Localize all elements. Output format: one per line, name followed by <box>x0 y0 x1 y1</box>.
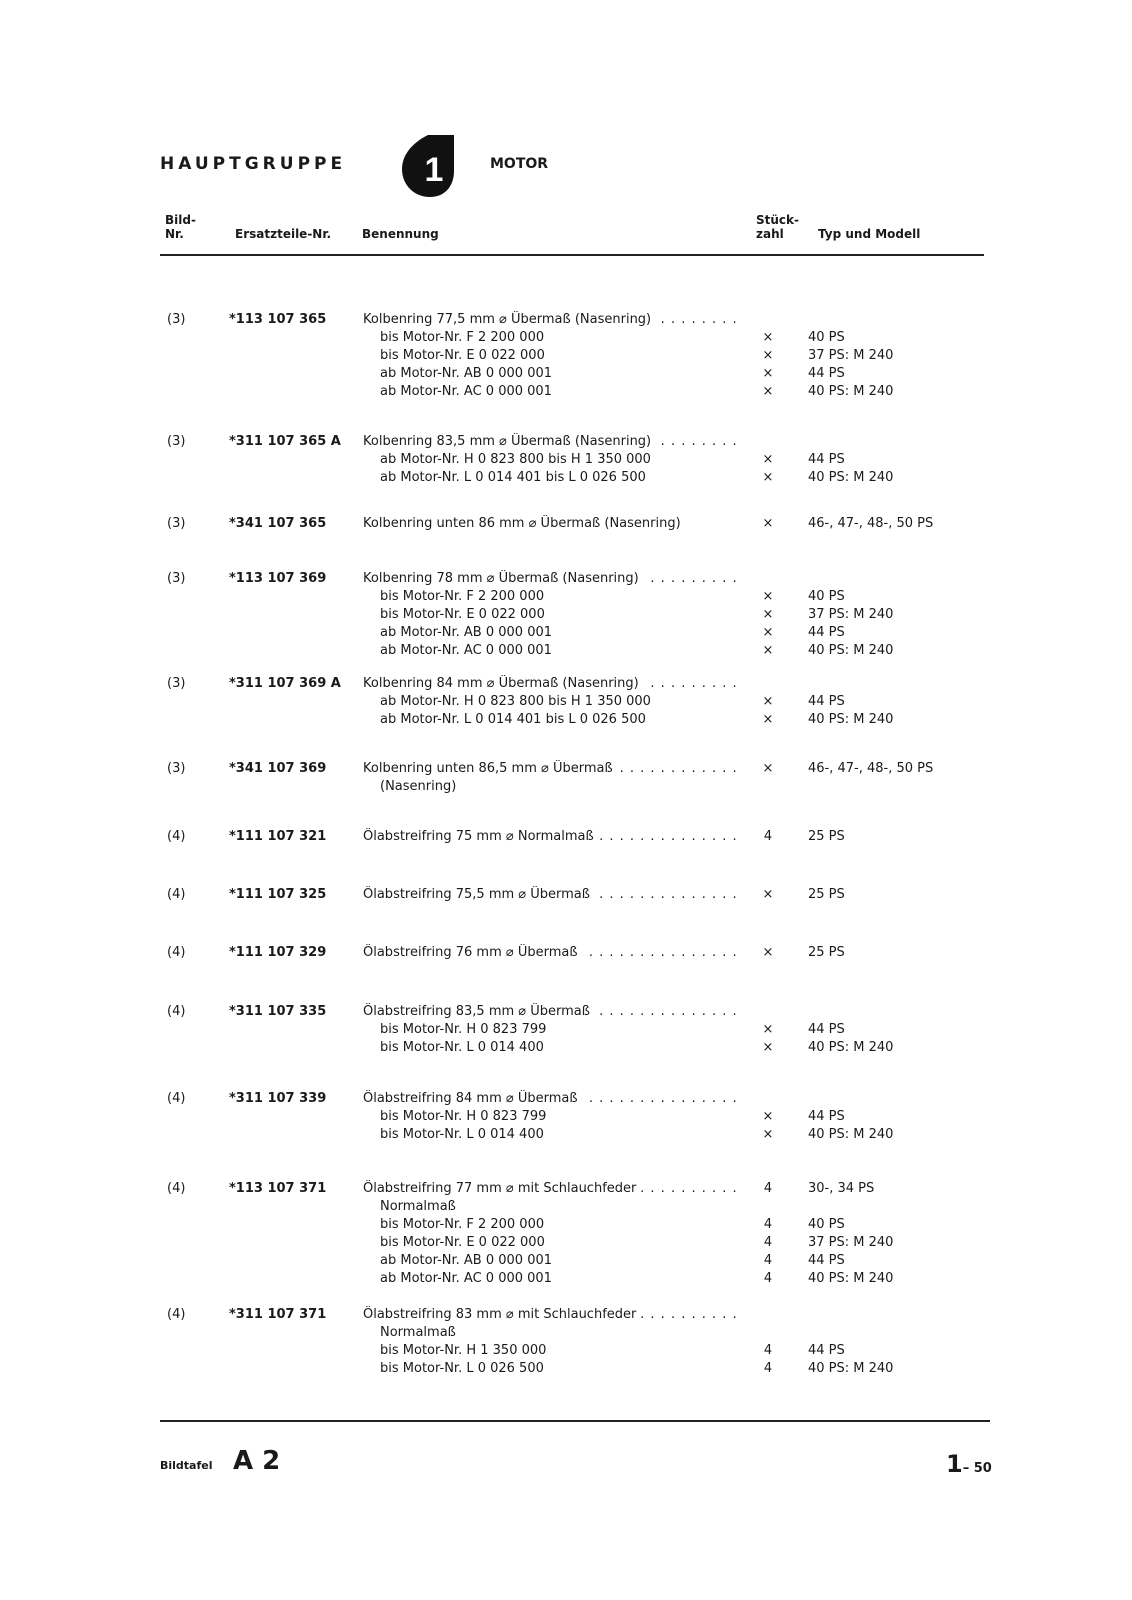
bild-nr: (4) <box>167 1307 186 1322</box>
benennung-text <box>380 451 754 469</box>
benennung-label: bis Motor-Nr. H 0 823 799 <box>380 1022 550 1037</box>
ersatzteil-nr: *111 107 325 <box>229 887 327 902</box>
benennung-text <box>380 1108 754 1126</box>
benennung-label: ab Motor-Nr. H 0 823 800 bis H 1 350 000 <box>380 452 655 467</box>
bild-nr: (3) <box>167 676 186 691</box>
stueckzahl: 4 <box>763 1235 773 1250</box>
row-sub-line <box>0 383 1132 401</box>
row-sub-line <box>0 1039 1132 1057</box>
benennung-label: bis Motor-Nr. F 2 200 000 <box>380 330 548 345</box>
benennung-label: ab Motor-Nr. L 0 014 401 bis L 0 026 500 <box>380 470 650 485</box>
stueckzahl: × <box>762 1109 774 1124</box>
benennung-label: bis Motor-Nr. L 0 014 400 <box>380 1127 548 1142</box>
bildtafel-label: Bildtafel <box>160 1459 213 1472</box>
bild-nr: (4) <box>167 829 186 844</box>
stueckzahl: × <box>762 643 774 658</box>
row-sub-line <box>0 1021 1132 1039</box>
benennung-text <box>380 1234 754 1252</box>
ersatzteil-nr: *311 107 339 <box>229 1091 327 1106</box>
row-sub-line <box>0 606 1132 624</box>
benennung-label: Ölabstreifring 75,5 mm ⌀ Übermaß <box>363 887 594 902</box>
benennung-text <box>380 1252 754 1270</box>
benennung-label: ab Motor-Nr. AB 0 000 001 <box>380 366 556 381</box>
benennung-label: Kolbenring unten 86,5 mm ⌀ Übermaß <box>363 761 617 776</box>
benennung-label: bis Motor-Nr. H 0 823 799 <box>380 1109 550 1124</box>
ersatzteil-nr: *311 107 335 <box>229 1004 327 1019</box>
stueckzahl: 4 <box>763 1361 773 1376</box>
benennung-text <box>363 570 737 588</box>
typ-modell: 25 PS <box>808 945 845 960</box>
typ-modell: 40 PS: M 240 <box>808 712 894 727</box>
stueckzahl: × <box>762 1022 774 1037</box>
benennung-label: bis Motor-Nr. H 1 350 000 <box>380 1343 550 1358</box>
stueckzahl: × <box>762 625 774 640</box>
row-sub-line <box>0 347 1132 365</box>
ersatzteil-nr: *311 107 369 A <box>229 676 341 691</box>
row-sub-line <box>0 1126 1132 1144</box>
row-sub-line <box>0 469 1132 487</box>
typ-modell: 44 PS <box>808 1022 845 1037</box>
stueckzahl: × <box>762 470 774 485</box>
ersatzteil-nr: *111 107 321 <box>229 829 327 844</box>
row-sub-line <box>0 365 1132 383</box>
benennung-label: Normalmaß <box>380 1199 460 1214</box>
benennung-text <box>380 711 754 729</box>
row-sub-line <box>0 329 1132 347</box>
benennung-text <box>363 515 737 533</box>
row-sub-line <box>0 778 1132 796</box>
benennung-label: Ölabstreifring 84 mm ⌀ Übermaß <box>363 1091 582 1106</box>
stueckzahl: 4 <box>763 1253 773 1268</box>
benennung-text <box>363 1090 737 1108</box>
typ-modell: 25 PS <box>808 829 845 844</box>
typ-modell: 40 PS: M 240 <box>808 1361 894 1376</box>
row-main-line <box>0 886 1132 904</box>
typ-modell: 40 PS <box>808 589 845 604</box>
benennung-label: bis Motor-Nr. F 2 200 000 <box>380 1217 548 1232</box>
page-number-main: 1 <box>946 1450 963 1478</box>
typ-modell: 40 PS: M 240 <box>808 1127 894 1142</box>
ersatzteil-nr: *311 107 371 <box>229 1307 327 1322</box>
page-number <box>946 1450 992 1478</box>
col-header-stueck-line1: Stück- <box>756 213 799 227</box>
col-header-bild-line1: Bild- <box>165 213 196 227</box>
benennung-label: Ölabstreifring 83,5 mm ⌀ Übermaß <box>363 1004 594 1019</box>
benennung-label: Kolbenring 83,5 mm ⌀ Übermaß (Nasenring) <box>363 434 655 449</box>
page-number-sub: – 50 <box>962 1461 992 1476</box>
typ-modell: 40 PS: M 240 <box>808 470 894 485</box>
stueckzahl: × <box>762 348 774 363</box>
benennung-text <box>380 1126 754 1144</box>
bild-nr: (4) <box>167 945 186 960</box>
benennung-label: bis Motor-Nr. F 2 200 000 <box>380 589 548 604</box>
stueckzahl: × <box>762 516 774 531</box>
row-sub-line <box>0 711 1132 729</box>
benennung-text <box>380 1324 754 1342</box>
col-header-benennung: Benennung <box>362 227 439 241</box>
typ-modell: 37 PS: M 240 <box>808 348 894 363</box>
footer-rule <box>160 1420 990 1422</box>
bild-nr: (3) <box>167 516 186 531</box>
stueckzahl: × <box>762 384 774 399</box>
benennung-text <box>380 469 754 487</box>
benennung-label: (Nasenring) <box>380 779 460 794</box>
typ-modell: 30-, 34 PS <box>808 1181 875 1196</box>
stueckzahl: 4 <box>763 1271 773 1286</box>
benennung-text <box>380 1039 754 1057</box>
benennung-label: ab Motor-Nr. AC 0 000 001 <box>380 384 556 399</box>
benennung-label: Kolbenring 78 mm ⌀ Übermaß (Nasenring) <box>363 571 643 586</box>
col-header-ersatzteil: Ersatzteile-Nr. <box>235 227 332 241</box>
benennung-label: Normalmaß <box>380 1325 460 1340</box>
row-sub-line <box>0 1342 1132 1360</box>
ersatzteil-nr: *311 107 365 A <box>229 434 341 449</box>
ersatzteil-nr: *341 107 369 <box>229 761 327 776</box>
typ-modell: 44 PS <box>808 1109 845 1124</box>
typ-modell: 40 PS: M 240 <box>808 384 894 399</box>
benennung-label: Kolbenring unten 86 mm ⌀ Übermaß (Nasenring) <box>363 516 685 531</box>
benennung-text <box>380 347 754 365</box>
bild-nr: (4) <box>167 1004 186 1019</box>
row-sub-line <box>0 451 1132 469</box>
stueckzahl: × <box>762 452 774 467</box>
row-sub-line <box>0 624 1132 642</box>
stueckzahl: × <box>762 607 774 622</box>
col-header-bild-line2: Nr. <box>165 227 184 241</box>
benennung-text <box>363 828 737 846</box>
typ-modell: 40 PS <box>808 330 845 345</box>
benennung-text <box>363 760 737 778</box>
benennung-text <box>380 1342 754 1360</box>
ersatzteil-nr: *113 107 365 <box>229 312 327 327</box>
row-main-line <box>0 570 1132 588</box>
row-main-line <box>0 828 1132 846</box>
benennung-text <box>363 886 737 904</box>
benennung-label: ab Motor-Nr. AB 0 000 001 <box>380 1253 556 1268</box>
benennung-label: bis Motor-Nr. E 0 022 000 <box>380 607 549 622</box>
stueckzahl: × <box>762 694 774 709</box>
benennung-text <box>380 624 754 642</box>
row-sub-line <box>0 1270 1132 1288</box>
benennung-text <box>363 1306 737 1324</box>
row-sub-line <box>0 1252 1132 1270</box>
row-sub-line <box>0 588 1132 606</box>
benennung-text <box>380 1216 754 1234</box>
bild-nr: (3) <box>167 571 186 586</box>
row-main-line <box>0 515 1132 533</box>
benennung-text <box>380 1360 754 1378</box>
benennung-text <box>380 1270 754 1288</box>
row-main-line <box>0 1003 1132 1021</box>
ersatzteil-nr: *111 107 329 <box>229 945 327 960</box>
typ-modell: 46-, 47-, 48-, 50 PS <box>808 761 934 776</box>
typ-modell: 44 PS <box>808 366 845 381</box>
row-main-line <box>0 760 1132 778</box>
benennung-label: Ölabstreifring 83 mm ⌀ mit Schlauchfeder <box>363 1307 640 1322</box>
typ-modell: 40 PS: M 240 <box>808 643 894 658</box>
benennung-text <box>380 778 754 796</box>
stueckzahl: × <box>762 887 774 902</box>
stueckzahl: × <box>762 1040 774 1055</box>
bild-nr: (3) <box>167 434 186 449</box>
typ-modell: 40 PS <box>808 1217 845 1232</box>
row-sub-line <box>0 693 1132 711</box>
benennung-text <box>380 383 754 401</box>
stueckzahl: × <box>762 330 774 345</box>
benennung-text <box>363 1180 737 1198</box>
row-main-line <box>0 1090 1132 1108</box>
stueckzahl: 4 <box>763 1343 773 1358</box>
stueckzahl: × <box>762 945 774 960</box>
row-sub-line <box>0 642 1132 660</box>
ersatzteil-nr: *113 107 369 <box>229 571 327 586</box>
benennung-text <box>380 1198 754 1216</box>
stueckzahl: × <box>762 366 774 381</box>
hauptgruppe-heading: HAUPTGRUPPE <box>160 154 347 174</box>
bild-nr: (4) <box>167 887 186 902</box>
typ-modell: 44 PS <box>808 452 845 467</box>
benennung-text <box>363 944 737 962</box>
stueckzahl: 4 <box>763 829 773 844</box>
typ-modell: 40 PS: M 240 <box>808 1271 894 1286</box>
benennung-label: bis Motor-Nr. E 0 022 000 <box>380 1235 549 1250</box>
row-sub-line <box>0 1108 1132 1126</box>
stueckzahl: × <box>762 1127 774 1142</box>
bild-nr: (3) <box>167 312 186 327</box>
stueckzahl: × <box>762 712 774 727</box>
row-sub-line <box>0 1324 1132 1342</box>
bild-nr: (4) <box>167 1181 186 1196</box>
typ-modell: 44 PS <box>808 1343 845 1358</box>
stueckzahl: 4 <box>763 1217 773 1232</box>
benennung-label: ab Motor-Nr. L 0 014 401 bis L 0 026 500 <box>380 712 650 727</box>
benennung-text <box>363 1003 737 1021</box>
benennung-label: bis Motor-Nr. L 0 014 400 <box>380 1040 548 1055</box>
row-sub-line <box>0 1234 1132 1252</box>
benennung-text <box>380 365 754 383</box>
typ-modell: 40 PS: M 240 <box>808 1040 894 1055</box>
benennung-label: ab Motor-Nr. AC 0 000 001 <box>380 1271 556 1286</box>
typ-modell: 44 PS <box>808 1253 845 1268</box>
benennung-text <box>380 1021 754 1039</box>
benennung-label: bis Motor-Nr. E 0 022 000 <box>380 348 549 363</box>
section-title: MOTOR <box>490 156 549 172</box>
typ-modell: 44 PS <box>808 625 845 640</box>
stueckzahl: × <box>762 589 774 604</box>
row-main-line <box>0 311 1132 329</box>
row-main-line <box>0 1180 1132 1198</box>
col-header-stueck-line2: zahl <box>756 227 784 241</box>
benennung-label: Ölabstreifring 75 mm ⌀ Normalmaß <box>363 829 598 844</box>
bild-nr: (4) <box>167 1091 186 1106</box>
benennung-label: ab Motor-Nr. H 0 823 800 bis H 1 350 000 <box>380 694 655 709</box>
benennung-label: ab Motor-Nr. AC 0 000 001 <box>380 643 556 658</box>
typ-modell: 44 PS <box>808 694 845 709</box>
bild-nr: (3) <box>167 761 186 776</box>
benennung-text <box>380 642 754 660</box>
typ-modell: 37 PS: M 240 <box>808 607 894 622</box>
typ-modell: 46-, 47-, 48-, 50 PS <box>808 516 934 531</box>
bildtafel-code: A 2 <box>233 1446 281 1476</box>
stueckzahl: × <box>762 761 774 776</box>
benennung-label: Kolbenring 77,5 mm ⌀ Übermaß (Nasenring) <box>363 312 655 327</box>
benennung-text <box>363 675 737 693</box>
row-sub-line <box>0 1216 1132 1234</box>
row-main-line <box>0 675 1132 693</box>
ersatzteil-nr: *341 107 365 <box>229 516 327 531</box>
row-sub-line <box>0 1198 1132 1216</box>
row-main-line <box>0 1306 1132 1324</box>
benennung-text <box>380 329 754 347</box>
row-main-line <box>0 944 1132 962</box>
benennung-label: ab Motor-Nr. AB 0 000 001 <box>380 625 556 640</box>
ersatzteil-nr: *113 107 371 <box>229 1181 327 1196</box>
benennung-text <box>363 433 737 451</box>
typ-modell: 25 PS <box>808 887 845 902</box>
typ-modell: 37 PS: M 240 <box>808 1235 894 1250</box>
benennung-text <box>380 588 754 606</box>
row-main-line <box>0 433 1132 451</box>
benennung-label: Kolbenring 84 mm ⌀ Übermaß (Nasenring) <box>363 676 643 691</box>
benennung-label: Ölabstreifring 76 mm ⌀ Übermaß <box>363 945 582 960</box>
stueckzahl: 4 <box>763 1181 773 1196</box>
row-sub-line <box>0 1360 1132 1378</box>
benennung-text <box>363 311 737 329</box>
benennung-label: bis Motor-Nr. L 0 026 500 <box>380 1361 548 1376</box>
benennung-text <box>380 606 754 624</box>
benennung-label: Ölabstreifring 77 mm ⌀ mit Schlauchfeder <box>363 1181 640 1196</box>
group-number: 1 <box>424 151 444 189</box>
benennung-text <box>380 693 754 711</box>
col-header-typ: Typ und Modell <box>818 227 921 241</box>
